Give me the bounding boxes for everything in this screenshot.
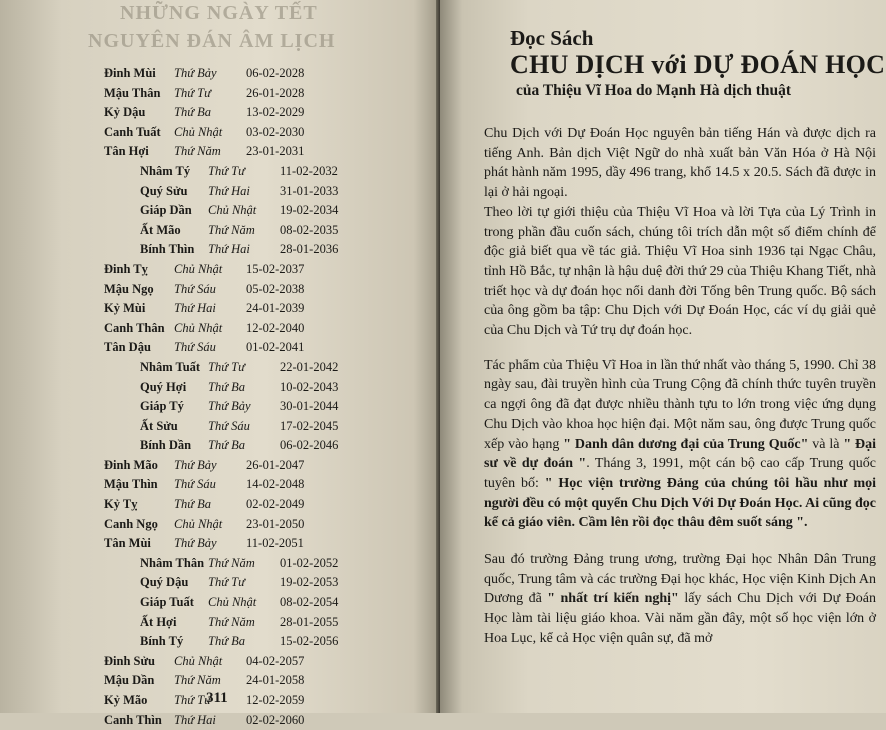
right-page [440,0,886,713]
table-row [0,652,440,672]
weekday: Chủ Nhật [174,320,223,335]
date: 13-02-2029 [246,105,305,120]
year-name: Mậu Thân [104,85,161,100]
date: 12-02-2059 [246,693,305,707]
date: 15-02-2056 [280,634,339,649]
year-name: Kỷ Tỵ [104,497,138,512]
date: 17-02-2045 [280,418,339,433]
weekday: Thứ Hai [208,242,250,257]
table-row [0,632,440,652]
date: 28-01-2055 [280,614,339,629]
date: 19-02-2053 [280,575,339,590]
weekday: Thứ Năm [174,673,221,688]
date: 01-02-2052 [280,555,339,570]
year-name: Bính Dần [140,438,192,453]
table-row [0,475,440,495]
weekday: Thứ Năm [174,144,221,159]
date: 31-01-2033 [280,183,339,198]
table-row [0,495,440,515]
year-name: Quý Hợi [140,379,187,394]
weekday: Thứ Sáu [208,418,250,433]
date: 23-01-2031 [246,144,305,159]
table-row [0,711,440,730]
year-name: Nhâm Thân [140,555,205,570]
year-name: Nhâm Tý [140,163,191,178]
weekday: Thứ Bảy [174,66,217,80]
date: 19-02-2034 [280,203,339,218]
date: 01-02-2041 [246,340,305,355]
weekday: Thứ Năm [208,614,255,629]
weekday: Thứ Ba [208,634,246,649]
year-name: Tân Hợi [104,144,149,159]
table-row [0,358,440,378]
year-name: Ất Hợi [140,614,177,629]
weekday: Thứ Ba [174,105,212,120]
table-row [0,671,440,691]
year-name: Mậu Ngọ [104,281,154,296]
table-row [0,593,440,613]
section-label: Đọc Sách [510,26,594,50]
year-name: Tân Dậu [104,340,151,355]
table-row [0,201,440,221]
date: 05-02-2038 [246,281,305,296]
date: 08-02-2054 [280,595,339,610]
p3-quote-1: " Danh dân dương đại của Trung Quốc" [563,436,809,452]
table-row [0,573,440,593]
p4-text-a: Sau đó trường Đảng trung ương, trường Đại học Nhân Dân Trung quốc, Trung tâm và các trường Đại học khác, Học viện Kinh Dịch An Dương đã [484,552,876,607]
date: 24-01-2058 [246,673,305,688]
year-name: Đinh Sửu [104,653,155,668]
table-row [0,436,440,456]
date: 26-01-2047 [246,457,305,472]
date: 11-02-2051 [246,536,304,551]
book-byline: của Thiệu Vĩ Hoa do Mạnh Hà dịch thuật [516,82,792,99]
year-name: Bính Thìn [140,242,195,257]
paragraph-4 [484,550,876,649]
year-name: Mậu Dần [104,673,155,688]
year-name: Giáp Tý [140,399,184,414]
date: 02-02-2049 [246,497,305,512]
weekday: Thứ Tư [208,575,245,590]
p3-quote-2: " Đại sư về dự đoán " [484,436,876,472]
weekday: Thứ Bảy [174,536,217,551]
table-row [0,319,440,339]
table-row [0,299,440,319]
table-row [0,182,440,202]
weekday: Chủ Nhật [174,261,223,276]
table-row [0,84,440,104]
date: 15-02-2037 [246,261,305,276]
table-row [0,456,440,476]
date: 30-01-2044 [280,399,339,414]
year-name: Ất Sửu [140,418,178,433]
year-name: Giáp Tuất [140,595,194,610]
date: 12-02-2040 [246,320,305,335]
date: 14-02-2048 [246,477,305,492]
date: 06-02-2046 [280,438,339,453]
weekday: Thứ Bảy [174,457,217,472]
table-row [0,240,440,260]
year-name: Canh Tuất [104,124,161,139]
weekday: Thứ Tư [208,163,245,178]
table-row [0,417,440,437]
date: 11-02-2032 [280,163,338,178]
table-row [0,142,440,162]
year-name: Ất Mão [140,222,181,237]
p3-text-d: . Tháng 3, 1991, một cán bộ cao cấp Trung quốc tuyên bố: [484,456,876,491]
p4-quote: " nhất trí kiến nghị" [547,591,679,607]
table-row [0,338,440,358]
weekday: Thứ Sáu [174,340,216,355]
table-row [0,64,440,84]
lunar-new-year-table [0,64,440,730]
date: 06-02-2028 [246,66,305,80]
date: 28-01-2036 [280,242,339,257]
bleed-through-header-2: NGUYÊN ĐÁN ÂM LỊCH [88,30,336,52]
weekday: Thứ Tư [174,693,211,707]
year-name: Đinh Tỵ [104,261,148,276]
year-name: Kỷ Dậu [104,105,146,120]
weekday: Thứ Sáu [174,477,216,492]
year-name: Đinh Mão [104,457,158,472]
p3-text-c: và là [808,436,844,452]
weekday: Thứ Năm [208,555,255,570]
date: 22-01-2042 [280,359,339,374]
table-row [0,103,440,123]
table-row [0,221,440,241]
year-name: Canh Thân [104,320,165,335]
weekday: Chủ Nhật [208,203,257,218]
table-row [0,378,440,398]
table-row [0,162,440,182]
date: 10-02-2043 [280,379,339,394]
article-body [484,124,876,649]
weekday: Chủ Nhật [174,653,223,668]
p3-text-a: Tác phẩm của Thiệu Vĩ Hoa in lần thứ nhất vào tháng 5, 1990. Chỉ 38 ngày sau, đài truyền hình của Trung Cộng đã chính thức tuyên truyền ca ngợi ông đã đạt được nhiều thành tựu to lớn trong việc ứng dụng Chu Dịch vào khoa học hiện đại. Một năm sau, ông được Trung quốc xếp vào hạng [484,357,876,452]
table-row [0,123,440,143]
weekday: Thứ Hai [174,301,216,316]
page-number: 311 [206,690,228,706]
table-row [0,534,440,554]
date: 23-01-2050 [246,516,305,531]
weekday: Chủ Nhật [174,124,223,139]
table-row [0,515,440,535]
left-page [0,0,440,727]
paragraph-2: Theo lời tự giới thiệu của Thiệu Vĩ Hoa và lời Tựa của Lý Trình in trong phần đầu cuốn sách, chúng tôi trích dẫn một số điểm chính để độc giả biết qua về tác giả. Thiệu Vĩ Hoa sinh 1936 tại Ngạc Châu, tỉnh Hồ Bắc, tự nhận là hậu duệ đời thứ 29 của Thiệu Khang Tiết, nhà triết học và dự đoán học nổi danh đời Tống bên Trung quốc. Bộ sách của ông gồm ba tập: Chu Dịch với Dự Đoán Học, các ví dụ giải quẻ của Chu Dịch và Tứ trụ dự đoán học. [484,204,876,339]
weekday: Thứ Sáu [174,281,216,296]
year-name: Tân Mùi [104,536,151,551]
weekday: Thứ Hai [208,183,250,198]
weekday: Thứ Ba [174,497,212,512]
year-name: Canh Thìn [104,712,162,727]
weekday: Chủ Nhật [174,516,223,531]
date: 03-02-2030 [246,124,305,139]
date: 02-02-2060 [246,712,305,727]
table-row [0,554,440,574]
weekday: Thứ Tư [208,359,245,374]
year-name: Kỷ Mùi [104,301,146,316]
paragraph-1: Chu Dịch với Dự Đoán Học nguyên bản tiếng Hán và được dịch ra tiếng Anh. Bản dịch Việt Ngữ do nhà xuất bản Văn Hóa ở Hà Nội phát hành năm 1995, dầy 496 trang, khổ 14.5 x 20.5. Sách đã được in lại ở hải ngoại. [484,126,876,201]
date: 04-02-2057 [246,653,305,668]
weekday: Thứ Hai [174,712,216,727]
table-row [0,280,440,300]
p3-quote-3: " Học viện trường Đảng của chúng tôi hầu như mọi người đều có một quyển Chu Dịch Với Dự Đoán Học. Ai cũng đọc kể cả giáo viên. Cầm lên rồi đọc thâu đêm suốt sáng ". [484,475,876,531]
year-name: Canh Ngọ [104,516,158,531]
year-name: Nhâm Tuất [140,359,201,374]
year-name: Quý Sửu [140,183,188,198]
year-name: Kỷ Mão [104,693,148,707]
year-name: Bính Tý [140,634,184,649]
weekday: Chủ Nhật [208,595,257,610]
year-name: Giáp Dần [140,203,192,218]
p4-text-c: lấy sách Chu Dịch với Dự Đoán Học làm tài liệu giáo khoa. Vài năm gần đây, một số học viện lớn ở Hoa Lục, kể cả Học viện quân sự, đã mở [484,591,876,646]
table-row [0,397,440,417]
paragraph-3 [484,356,876,533]
weekday: Thứ Bảy [208,399,251,414]
weekday: Thứ Năm [208,222,255,237]
year-name: Quý Dậu [140,575,189,590]
bleed-through-header-1: NHỮNG NGÀY TẾT [120,2,318,24]
weekday: Thứ Ba [208,379,246,394]
year-name: Mậu Thìn [104,477,158,492]
weekday: Thứ Tư [174,85,211,100]
year-name: Đinh Mùi [104,66,156,80]
weekday: Thứ Ba [208,438,246,453]
date: 08-02-2035 [280,222,339,237]
table-row [0,260,440,280]
date: 24-01-2039 [246,301,305,316]
table-row [0,613,440,633]
date: 26-01-2028 [246,85,305,100]
book-title: CHU DỊCH với DỰ ĐOÁN HỌC [510,50,886,79]
